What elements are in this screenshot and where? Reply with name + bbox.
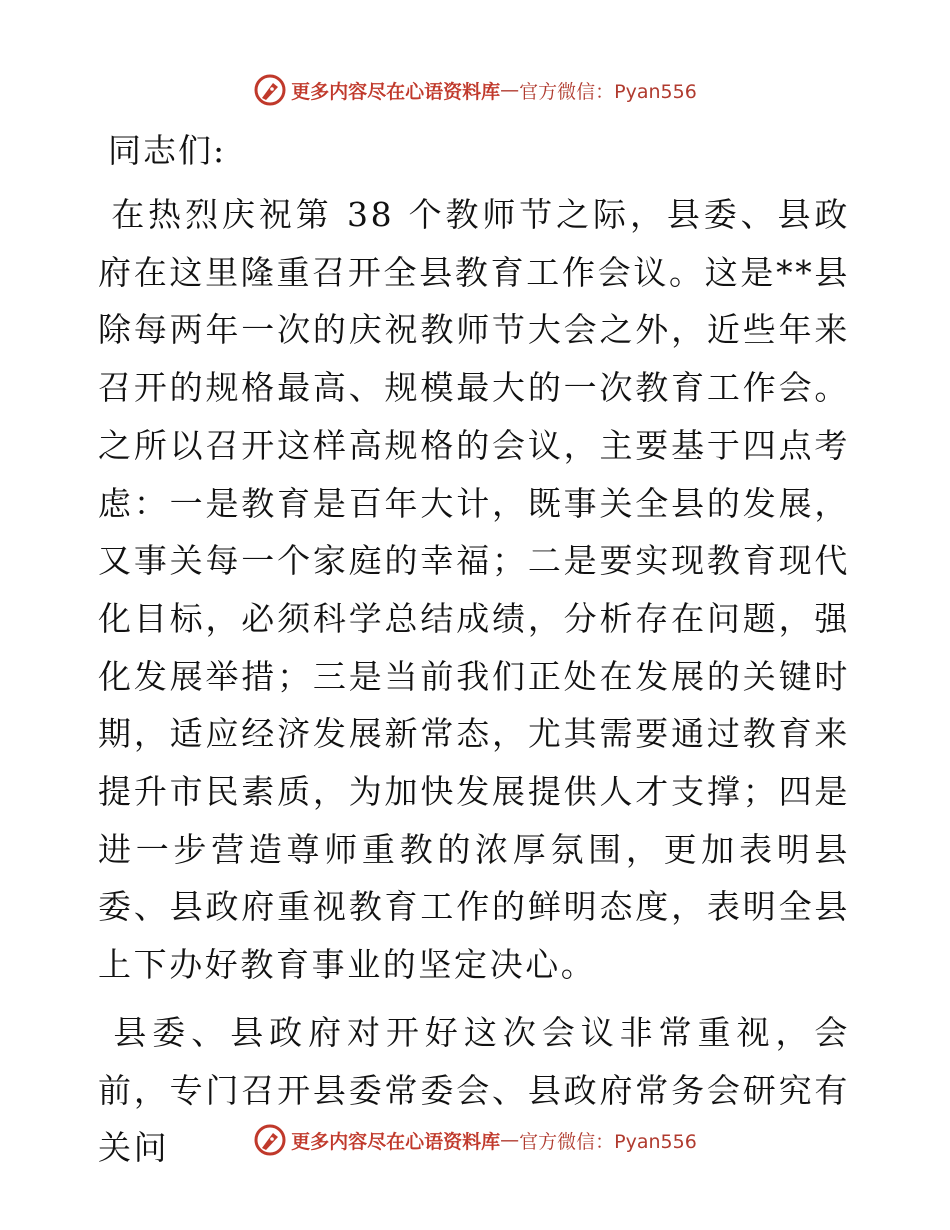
- banner-text: 更多内容尽在心语资料库: [291, 1130, 501, 1153]
- document-body: [98, 118, 850, 1187]
- banner-wechat: 官方微信：Pyan556: [519, 1130, 697, 1153]
- greeting: 同志们:: [108, 131, 227, 170]
- header-banner: [0, 70, 950, 110]
- pen-nib-icon: [253, 73, 287, 107]
- footer-banner: [0, 1120, 950, 1160]
- paragraph-1-text: 在热烈庆祝第 38 个教师节之际，县委、县政府在这里隆重召开全县教育工作会议。这是**县除每两年一次的庆祝教师节大会之外，近些年来召开的规格最高、规模最大的一次教育工作会。之所以召开这样高规格的会议，主要基于四点考虑：一是教育是百年大计，既事关全县的发展，又事关每一个家庭的幸福；二是要实现教育现代化目标，必须科学总结成绩，分析存在问题，强化发展举措；三是当前我们正处在发展的关键时期，适应经济发展新常态，尤其需要通过教育来提升市民素质，为加快发展提供人才支撑；四是进一步营造尊师重教的浓厚氛围，更加表明县委、县政府重视教育工作的鲜明态度，表明全县上下办好教育事业的坚定决心。: [98, 195, 850, 985]
- banner-separator: —: [500, 79, 520, 101]
- banner-text: 更多内容尽在心语资料库: [291, 80, 501, 103]
- banner-separator: —: [500, 1129, 520, 1151]
- pen-nib-icon: [253, 1123, 287, 1157]
- paragraph-1: [98, 186, 850, 994]
- paragraph-2-text: 县委、县政府对开好这次会议非常重视，会前，专门召开县委常委会、县政府常务会研究有关问: [98, 1012, 850, 1168]
- banner-wechat: 官方微信：Pyan556: [519, 80, 697, 103]
